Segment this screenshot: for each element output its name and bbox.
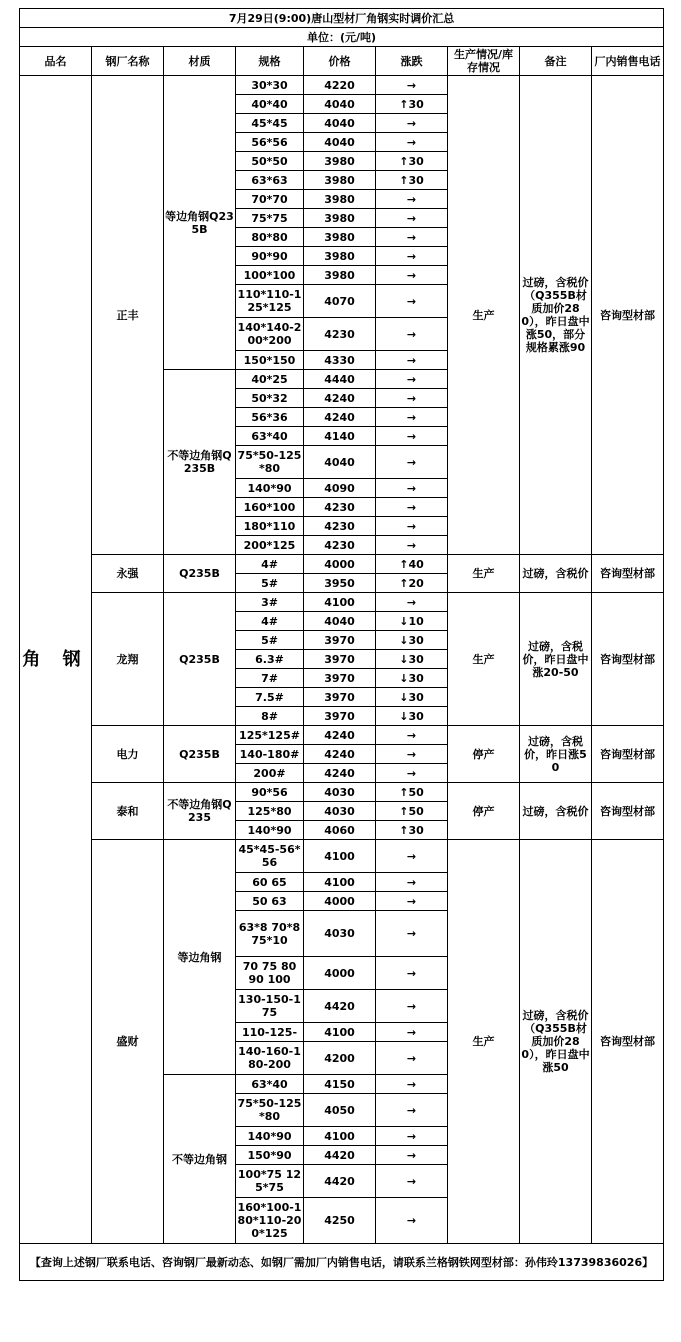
price-cell: 4200 <box>304 1042 376 1075</box>
phone-cell: 咨询型材部 <box>592 76 664 555</box>
spec-cell: 150*150 <box>236 351 304 370</box>
phone-cell: 咨询型材部 <box>592 593 664 726</box>
change-cell: → <box>376 726 448 745</box>
spec-cell: 90*90 <box>236 247 304 266</box>
change-cell: → <box>376 479 448 498</box>
change-cell: → <box>376 133 448 152</box>
price-cell: 4230 <box>304 318 376 351</box>
change-cell: ↓30 <box>376 669 448 688</box>
change-cell: → <box>376 427 448 446</box>
change-cell: → <box>376 266 448 285</box>
spec-cell: 5# <box>236 631 304 650</box>
change-cell: ↓10 <box>376 612 448 631</box>
mill-name: 正丰 <box>92 76 164 555</box>
spec-cell: 100*100 <box>236 266 304 285</box>
change-cell: → <box>376 1075 448 1094</box>
spec-cell: 180*110 <box>236 517 304 536</box>
change-cell: ↑30 <box>376 152 448 171</box>
price-cell: 4060 <box>304 821 376 840</box>
spec-cell: 70 75 80 90 100 <box>236 957 304 990</box>
spec-cell: 70*70 <box>236 190 304 209</box>
change-cell: ↑30 <box>376 821 448 840</box>
price-cell: 4100 <box>304 1127 376 1146</box>
change-cell: → <box>376 389 448 408</box>
price-cell: 3970 <box>304 650 376 669</box>
change-cell: → <box>376 247 448 266</box>
spec-cell: 6.3# <box>236 650 304 669</box>
header-material: 材质 <box>164 47 236 76</box>
price-cell: 4030 <box>304 911 376 957</box>
spec-cell: 160*100-180*110-200*125 <box>236 1198 304 1244</box>
change-cell: → <box>376 1198 448 1244</box>
note-cell: 过磅，含税价 <box>520 783 592 840</box>
price-cell: 3950 <box>304 574 376 593</box>
product-name: 角 钢 <box>20 76 92 1244</box>
change-cell: → <box>376 190 448 209</box>
price-cell: 4100 <box>304 1023 376 1042</box>
price-cell: 4040 <box>304 114 376 133</box>
change-cell: → <box>376 1127 448 1146</box>
spec-cell: 140*90 <box>236 821 304 840</box>
price-cell: 3980 <box>304 209 376 228</box>
spec-cell: 110-125- <box>236 1023 304 1042</box>
spec-cell: 100*75 125*75 <box>236 1165 304 1198</box>
price-cell: 4040 <box>304 95 376 114</box>
change-cell: ↑20 <box>376 574 448 593</box>
table-row <box>20 840 664 873</box>
price-cell: 4100 <box>304 873 376 892</box>
spec-cell: 140-160-180-200 <box>236 1042 304 1075</box>
change-cell: → <box>376 1094 448 1127</box>
price-cell: 3980 <box>304 228 376 247</box>
price-cell: 3980 <box>304 247 376 266</box>
price-cell: 3970 <box>304 707 376 726</box>
change-cell: → <box>376 840 448 873</box>
spec-cell: 8# <box>236 707 304 726</box>
change-cell: → <box>376 911 448 957</box>
price-cell: 4040 <box>304 612 376 631</box>
price-cell: 4220 <box>304 76 376 95</box>
price-cell: 4240 <box>304 764 376 783</box>
price-cell: 4250 <box>304 1198 376 1244</box>
price-cell: 4440 <box>304 370 376 389</box>
price-cell: 4040 <box>304 446 376 479</box>
material-cell: 不等边角钢 <box>164 1075 236 1244</box>
spec-cell: 110*110-125*125 <box>236 285 304 318</box>
price-cell: 4030 <box>304 802 376 821</box>
price-cell: 4000 <box>304 892 376 911</box>
spec-cell: 4# <box>236 612 304 631</box>
status-cell: 生产 <box>448 593 520 726</box>
price-cell: 4100 <box>304 593 376 612</box>
page-title: 7月29日(9:00)唐山型材厂角钢实时调价汇总 <box>20 9 664 28</box>
spec-cell: 56*36 <box>236 408 304 427</box>
change-cell: → <box>376 745 448 764</box>
price-cell: 4240 <box>304 745 376 764</box>
spec-cell: 75*50-125*80 <box>236 446 304 479</box>
price-cell: 4240 <box>304 408 376 427</box>
header-row <box>20 47 664 76</box>
mill-name: 泰和 <box>92 783 164 840</box>
change-cell: → <box>376 285 448 318</box>
price-cell: 4230 <box>304 536 376 555</box>
change-cell: → <box>376 1146 448 1165</box>
spec-cell: 80*80 <box>236 228 304 247</box>
phone-cell: 咨询型材部 <box>592 555 664 593</box>
change-cell: ↓30 <box>376 631 448 650</box>
price-cell: 4030 <box>304 783 376 802</box>
price-cell: 4090 <box>304 479 376 498</box>
spec-cell: 50 63 <box>236 892 304 911</box>
change-cell: → <box>376 209 448 228</box>
change-cell: → <box>376 370 448 389</box>
spec-cell: 7.5# <box>236 688 304 707</box>
change-cell: → <box>376 873 448 892</box>
status-cell: 生产 <box>448 76 520 555</box>
change-cell: ↑40 <box>376 555 448 574</box>
change-cell: ↓30 <box>376 688 448 707</box>
spec-cell: 7# <box>236 669 304 688</box>
header-mill: 钢厂名称 <box>92 47 164 76</box>
table-row <box>20 726 664 745</box>
spec-cell: 40*25 <box>236 370 304 389</box>
spec-cell: 63*63 <box>236 171 304 190</box>
material-cell: Q235B <box>164 726 236 783</box>
note-cell: 过磅，含税价（Q355B材质加价280），昨日盘中涨50，部分规格累涨90 <box>520 76 592 555</box>
phone-cell: 咨询型材部 <box>592 840 664 1244</box>
mill-name: 电力 <box>92 726 164 783</box>
price-cell: 4240 <box>304 389 376 408</box>
price-cell: 3970 <box>304 669 376 688</box>
change-cell: → <box>376 990 448 1023</box>
change-cell: → <box>376 1023 448 1042</box>
mill-name: 盛财 <box>92 840 164 1244</box>
price-cell: 4230 <box>304 517 376 536</box>
change-cell: → <box>376 892 448 911</box>
price-cell: 3980 <box>304 152 376 171</box>
change-cell: → <box>376 228 448 247</box>
spec-cell: 200*125 <box>236 536 304 555</box>
mill-name: 永强 <box>92 555 164 593</box>
spec-cell: 125*80 <box>236 802 304 821</box>
price-cell: 3980 <box>304 266 376 285</box>
spec-cell: 5# <box>236 574 304 593</box>
change-cell: → <box>376 114 448 133</box>
spec-cell: 75*75 <box>236 209 304 228</box>
change-cell: → <box>376 1165 448 1198</box>
note-cell: 过磅，含税价，昨日盘中涨20-50 <box>520 593 592 726</box>
phone-cell: 咨询型材部 <box>592 783 664 840</box>
spec-cell: 56*56 <box>236 133 304 152</box>
price-cell: 4070 <box>304 285 376 318</box>
spec-cell: 140*90 <box>236 479 304 498</box>
price-cell: 4140 <box>304 427 376 446</box>
change-cell: → <box>376 318 448 351</box>
spec-cell: 60 65 <box>236 873 304 892</box>
table-row <box>20 783 664 802</box>
price-cell: 4100 <box>304 840 376 873</box>
change-cell: → <box>376 1042 448 1075</box>
price-cell: 4330 <box>304 351 376 370</box>
change-cell: → <box>376 351 448 370</box>
footer-contact-note: 【查询上述钢厂联系电话、咨询钢厂最新动态、如钢厂需加厂内销售电话，请联系兰格钢铁网型材部：孙伟玲13739836026】 <box>20 1244 664 1281</box>
spec-cell: 4# <box>236 555 304 574</box>
phone-cell: 咨询型材部 <box>592 726 664 783</box>
change-cell: → <box>376 517 448 536</box>
price-cell: 4230 <box>304 498 376 517</box>
change-cell: → <box>376 408 448 427</box>
change-cell: ↓30 <box>376 707 448 726</box>
spec-cell: 75*50-125*80 <box>236 1094 304 1127</box>
material-cell: Q235B <box>164 555 236 593</box>
spec-cell: 125*125# <box>236 726 304 745</box>
mill-name: 龙翔 <box>92 593 164 726</box>
spec-cell: 150*90 <box>236 1146 304 1165</box>
material-cell: 不等边角钢Q235B <box>164 370 236 555</box>
spec-cell: 50*50 <box>236 152 304 171</box>
spec-cell: 40*40 <box>236 95 304 114</box>
change-cell: → <box>376 957 448 990</box>
spec-cell: 200# <box>236 764 304 783</box>
change-cell: ↑30 <box>376 171 448 190</box>
change-cell: ↓30 <box>376 650 448 669</box>
table-row <box>20 593 664 612</box>
spec-cell: 130-150-175 <box>236 990 304 1023</box>
price-cell: 3980 <box>304 171 376 190</box>
header-status: 生产情况/库存情况 <box>448 47 520 76</box>
footer-row <box>20 1244 664 1281</box>
status-cell: 生产 <box>448 555 520 593</box>
price-cell: 3980 <box>304 190 376 209</box>
change-cell: → <box>376 76 448 95</box>
note-cell: 过磅，含税价（Q355B材质加价280），昨日盘中涨50 <box>520 840 592 1244</box>
material-cell: 等边角钢Q235B <box>164 76 236 370</box>
material-cell: 等边角钢 <box>164 840 236 1075</box>
change-cell: → <box>376 498 448 517</box>
status-cell: 停产 <box>448 726 520 783</box>
spec-cell: 63*40 <box>236 1075 304 1094</box>
spec-cell: 140-180# <box>236 745 304 764</box>
spec-cell: 45*45 <box>236 114 304 133</box>
note-cell: 过磅，含税价 <box>520 555 592 593</box>
price-cell: 4150 <box>304 1075 376 1094</box>
header-note: 备注 <box>520 47 592 76</box>
unit-label: 单位：(元/吨) <box>20 28 664 47</box>
price-cell: 4040 <box>304 133 376 152</box>
change-cell: ↑30 <box>376 95 448 114</box>
spec-cell: 63*40 <box>236 427 304 446</box>
change-cell: ↑50 <box>376 783 448 802</box>
status-cell: 生产 <box>448 840 520 1244</box>
header-price: 价格 <box>304 47 376 76</box>
spec-cell: 50*32 <box>236 389 304 408</box>
change-cell: → <box>376 446 448 479</box>
header-phone: 厂内销售电话 <box>592 47 664 76</box>
price-cell: 4000 <box>304 555 376 574</box>
table-row <box>20 555 664 574</box>
price-summary-table <box>19 8 664 1281</box>
price-cell: 4240 <box>304 726 376 745</box>
header-spec: 规格 <box>236 47 304 76</box>
price-cell: 4420 <box>304 1165 376 1198</box>
price-cell: 4420 <box>304 990 376 1023</box>
note-cell: 过磅，含税价，昨日涨50 <box>520 726 592 783</box>
spec-cell: 45*45-56*56 <box>236 840 304 873</box>
status-cell: 停产 <box>448 783 520 840</box>
change-cell: → <box>376 536 448 555</box>
change-cell: ↑50 <box>376 802 448 821</box>
header-product: 品名 <box>20 47 92 76</box>
material-cell: Q235B <box>164 593 236 726</box>
spec-cell: 140*140-200*200 <box>236 318 304 351</box>
price-cell: 4000 <box>304 957 376 990</box>
change-cell: → <box>376 764 448 783</box>
table-row <box>20 76 664 95</box>
header-change: 涨跌 <box>376 47 448 76</box>
price-cell: 4420 <box>304 1146 376 1165</box>
change-cell: → <box>376 593 448 612</box>
price-cell: 4050 <box>304 1094 376 1127</box>
spec-cell: 30*30 <box>236 76 304 95</box>
spec-cell: 63*8 70*8 75*10 <box>236 911 304 957</box>
spec-cell: 140*90 <box>236 1127 304 1146</box>
spec-cell: 160*100 <box>236 498 304 517</box>
price-cell: 3970 <box>304 688 376 707</box>
spec-cell: 90*56 <box>236 783 304 802</box>
spec-cell: 3# <box>236 593 304 612</box>
price-cell: 3970 <box>304 631 376 650</box>
material-cell: 不等边角钢Q235 <box>164 783 236 840</box>
